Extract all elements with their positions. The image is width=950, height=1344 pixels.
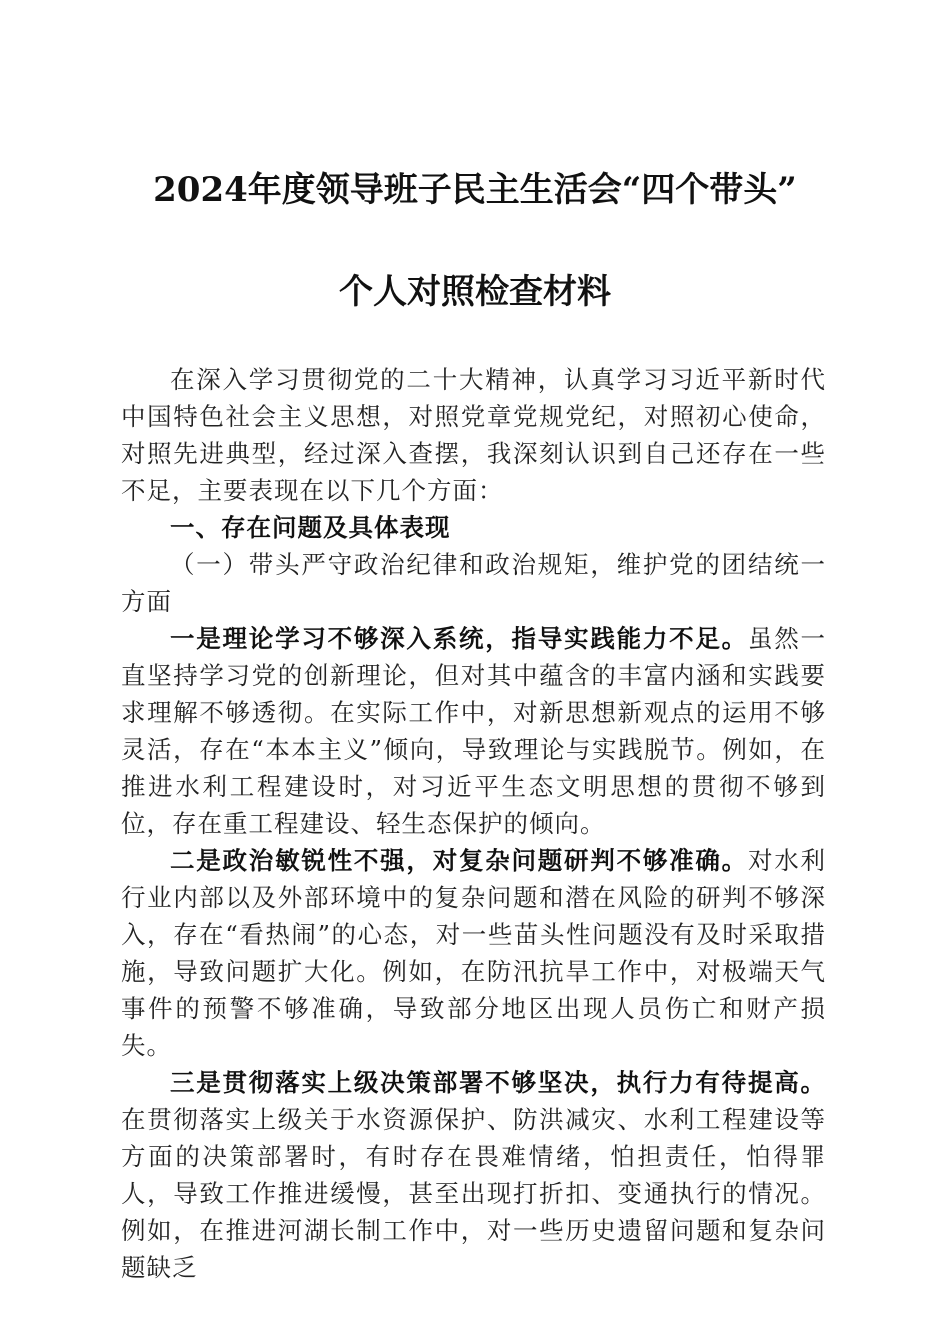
item-2-body: 对水利行业内部以及外部环境中的复杂问题和潜在风险的研判不够深入，存在“看热闹”的心态，对一些苗头性问题没有及时采取措施，导致问题扩大化。例如，在防汛抗旱工作中，对极端天气事件的预警不够准确，导致部分地区出现人员伤亡和财产损失。 bbox=[121, 846, 827, 1060]
document-body bbox=[121, 361, 826, 1286]
intro-paragraph: 在深入学习贯彻党的二十大精神，认真学习习近平新时代中国特色社会主义思想，对照党章党规党纪，对照初心使命，对照先进典型，经过深入查摆，我深刻认识到自己还存在一些不足，主要表现在以下几个方面： bbox=[121, 365, 826, 505]
item-paragraph-1 bbox=[121, 620, 826, 842]
subsection-heading: （一）带头严守政治纪律和政治规矩，维护党的团结统一方面 bbox=[121, 550, 826, 616]
item-3-lead: 三是贯彻落实上级决策部署不够坚决，执行力有待提高。 bbox=[170, 1068, 826, 1097]
item-1-body: 虽然一直坚持学习党的创新理论，但对其中蕴含的丰富内涵和实践要求理解不够透彻。在实际工作中，对新思想新观点的运用不够灵活，存在“本本主义”倾向，导致理论与实践脱节。例如，在推进水利工程建设时，对习近平生态文明思想的贯彻不够到位，存在重工程建设、轻生态保护的倾向。 bbox=[121, 624, 827, 838]
item-paragraph-3 bbox=[121, 1064, 826, 1286]
section-heading: 一、存在问题及具体表现 bbox=[170, 513, 451, 542]
item-1-lead: 一是理论学习不够深入系统，指导实践能力不足。 bbox=[170, 624, 748, 653]
document-title-line-1: 2024年度领导班子民主生活会“四个带头” bbox=[153, 170, 797, 210]
item-3-body: 在贯彻落实上级关于水资源保护、防洪减灾、水利工程建设等方面的决策部署时，有时存在畏难情绪，怕担责任，怕得罪人，导致工作推进缓慢，甚至出现打折扣、变通执行的情况。例如，在推进河湖长制工作中，对一些历史遗留问题和复杂问题缺乏 bbox=[121, 1105, 826, 1282]
item-paragraph-2 bbox=[121, 842, 826, 1064]
item-2-lead: 二是政治敏锐性不强，对复杂问题研判不够准确。 bbox=[170, 846, 748, 875]
document-title-line-2: 个人对照检查材料 bbox=[339, 272, 611, 312]
